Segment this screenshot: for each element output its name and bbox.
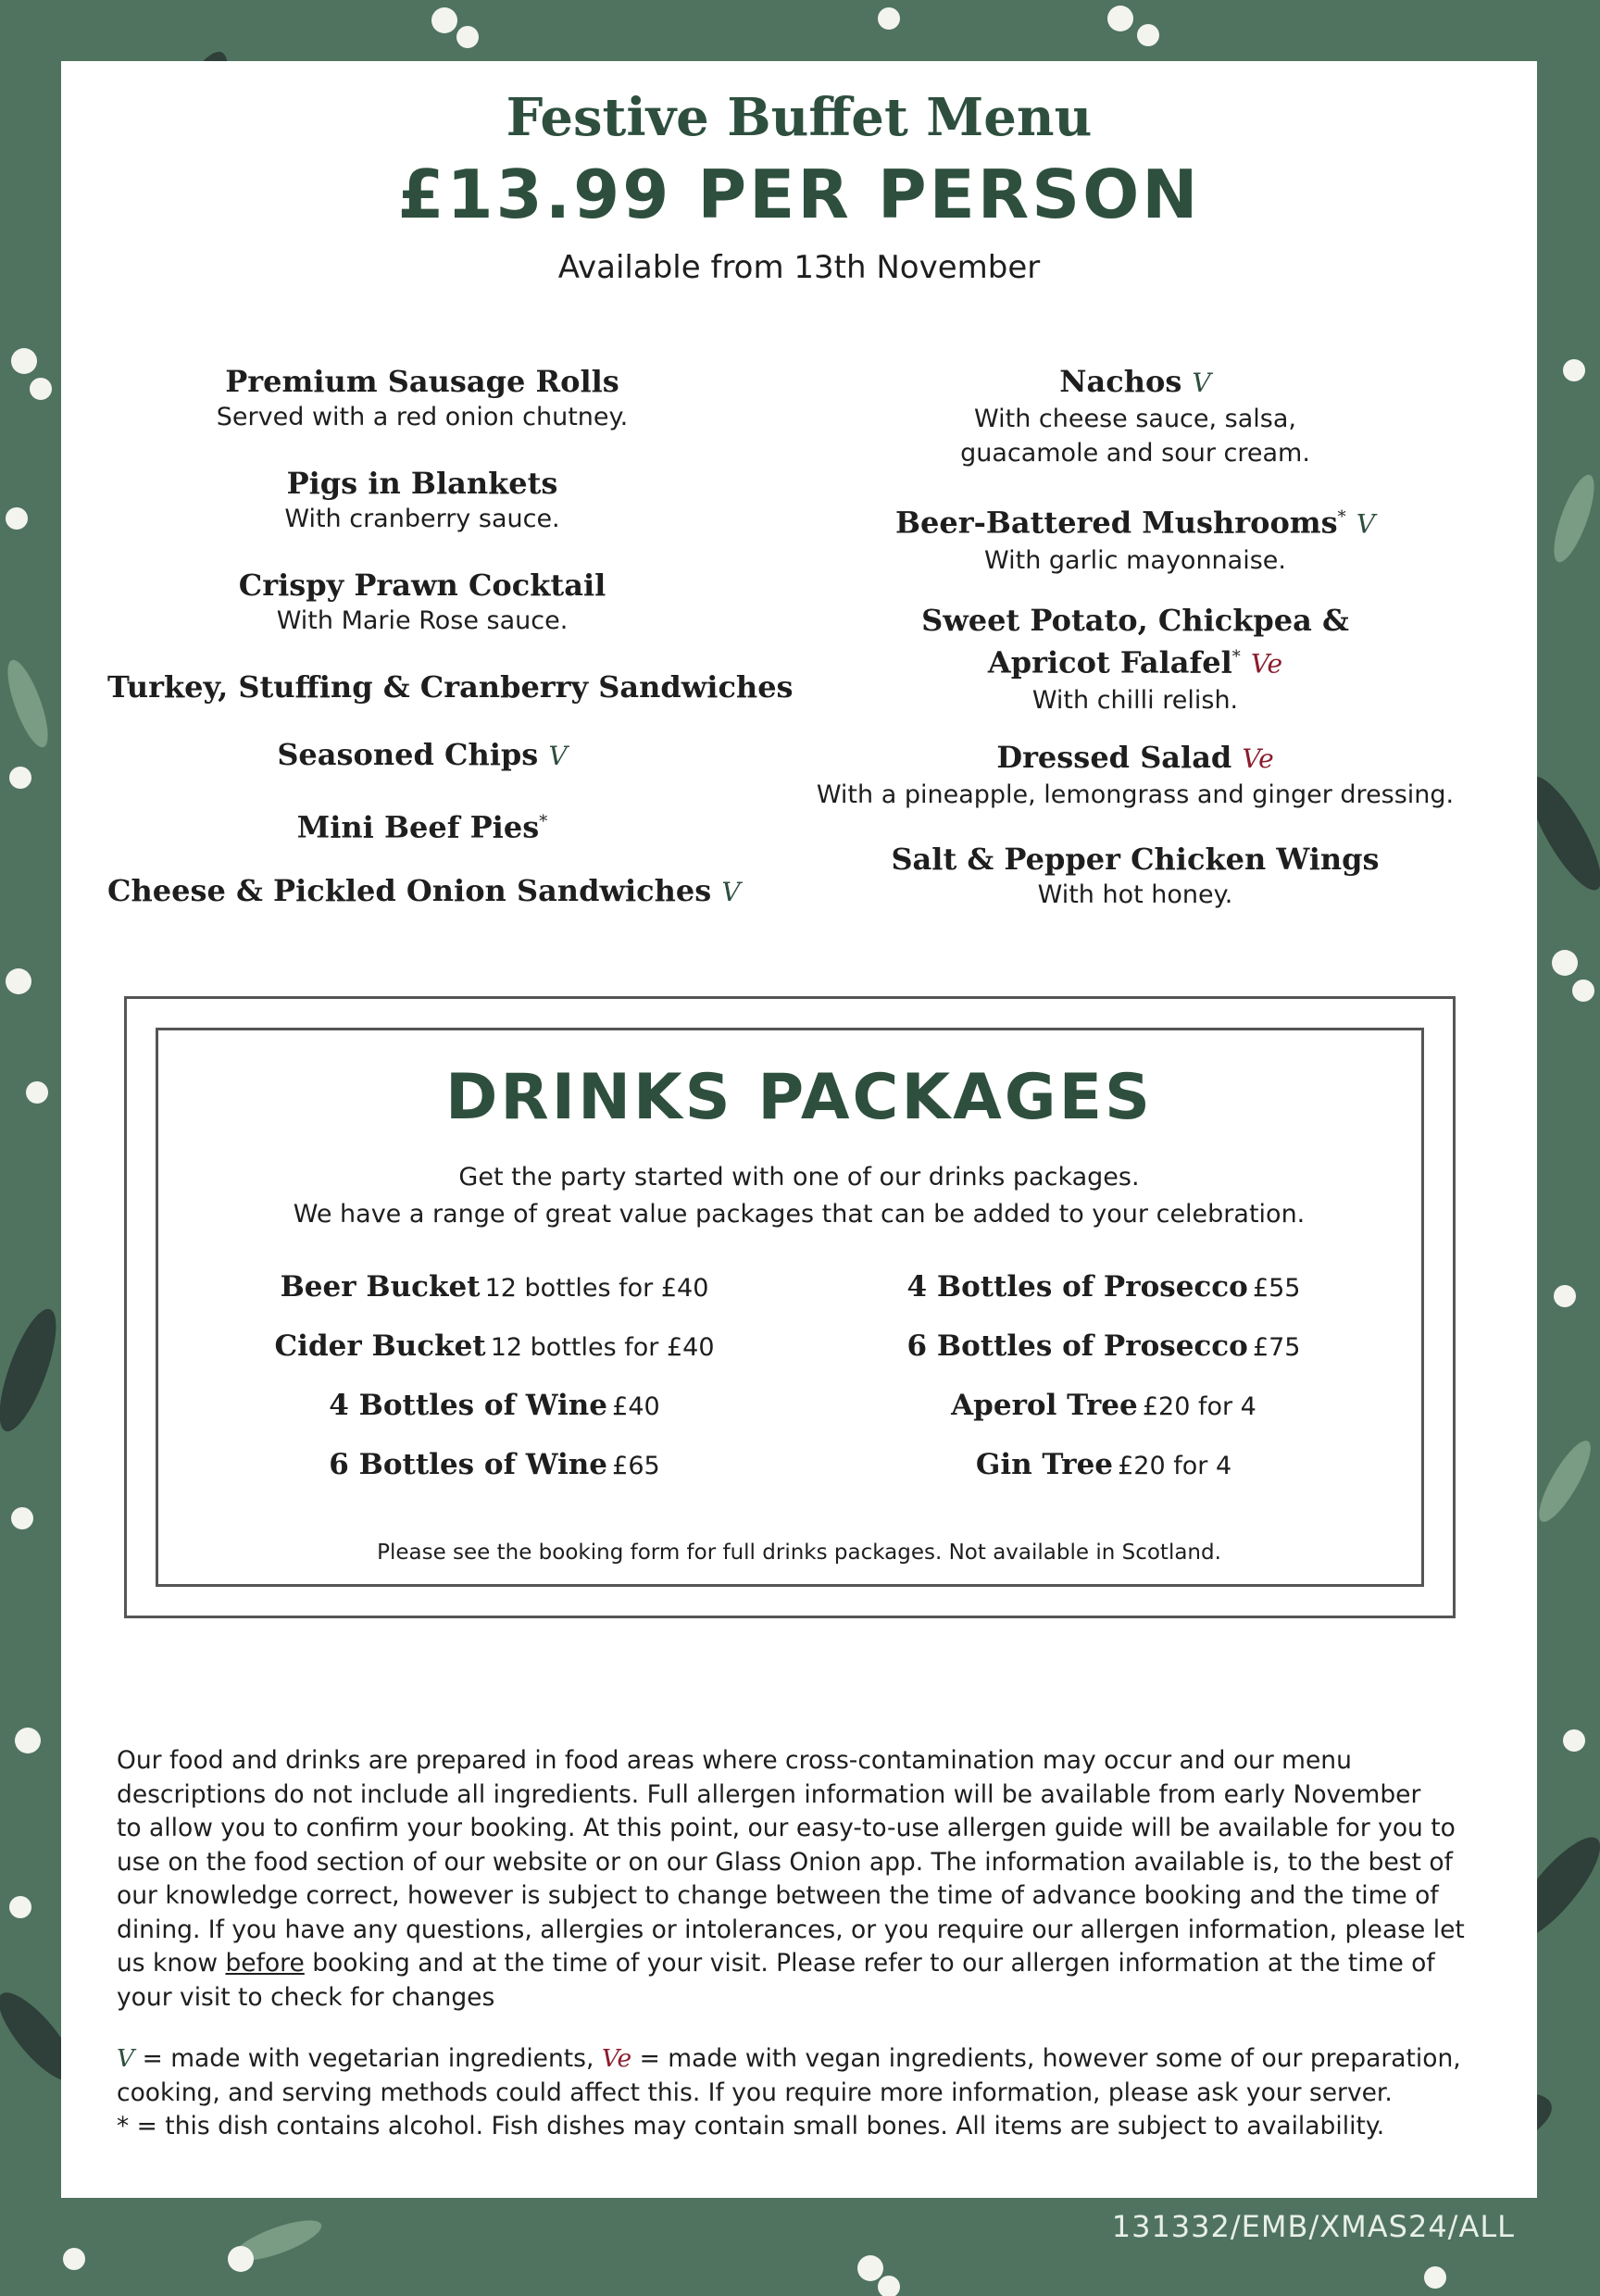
allergen-line: our knowledge correct, however is subject to change between the time of advance booking and the time of (117, 1881, 1439, 1910)
package-detail: 12 bottles for £40 (484, 1274, 709, 1303)
drinks-package (780, 1329, 1428, 1363)
menu-item (783, 739, 1487, 812)
package-name: 4 Bottles of Prosecco (906, 1270, 1248, 1304)
dietary-key (117, 2042, 1506, 2144)
drinks-title: DRINKS PACKAGES (444, 1061, 1154, 1134)
item-name: Nachos (1059, 364, 1182, 399)
allergen-text: booking and at the time of your visit. Please refer to our allergen information at the time of (304, 1949, 1435, 1978)
item-name: Beer-Battered Mushrooms (894, 505, 1338, 541)
menu-title: Festive Buffet Menu (506, 87, 1093, 148)
allergen-line (117, 1947, 1506, 1981)
item-name: Crispy Prawn Cocktail (238, 568, 606, 603)
package-name: 6 Bottles of Wine (329, 1448, 608, 1481)
drinks-left-column (170, 1270, 819, 1511)
availability-text: Available from 13th November (557, 249, 1041, 286)
item-name: Seasoned Chips (277, 737, 539, 772)
vegan-tag: Ve (1250, 648, 1283, 680)
key-line: * = this dish contains alcohol. Fish dishes may contain small bones. All items are subject to availability. (117, 2112, 1385, 2140)
package-name: Cider Bucket (274, 1329, 486, 1363)
item-name: Mini Beef Pies (296, 809, 540, 845)
allergen-line: to allow you to confirm your booking. At this point, our easy-to-use allergen guide will be available for you to (117, 1814, 1456, 1842)
item-desc: With a pineapple, lemongrass and ginger dressing. (816, 780, 1455, 809)
package-name: 4 Bottles of Wine (329, 1389, 608, 1422)
item-name: Dressed Salad (996, 740, 1232, 775)
menu-right-column (783, 363, 1487, 992)
vegan-symbol: Ve (601, 2044, 632, 2073)
vegetarian-tag: V (1192, 368, 1211, 398)
drinks-package (170, 1270, 819, 1304)
allergen-line: your visit to check for changes (117, 1982, 495, 2012)
price-per-person: £13.99 PER PERSON (397, 156, 1201, 233)
vegetarian-symbol: V (117, 2044, 135, 2073)
drinks-package (170, 1389, 819, 1422)
menu-card (61, 61, 1537, 2198)
menu-item (783, 602, 1487, 718)
allergen-text: us know (117, 1949, 226, 1978)
menu-item (783, 841, 1487, 912)
drinks-package (170, 1329, 819, 1363)
menu-item (107, 668, 794, 705)
item-name: Pigs in Blankets (286, 466, 558, 501)
item-name: Cheese & Pickled Onion Sandwiches (107, 873, 712, 908)
key-text: = made with vegan ingredients, however some of our preparation, (631, 2044, 1461, 2073)
menu-item (107, 465, 737, 536)
menu-item (107, 363, 737, 434)
alcohol-marker: * (539, 812, 548, 831)
key-text: = made with vegetarian ingredients, (134, 2044, 602, 2073)
item-name: Apricot Falafel (987, 644, 1232, 680)
drinks-intro-line: We have a range of great value packages that can be added to your celebration. (293, 1200, 1306, 1229)
vegetarian-tag: V (548, 741, 568, 771)
package-detail: £65 (612, 1452, 660, 1480)
item-name: Salt & Pepper Chicken Wings (891, 842, 1380, 877)
item-desc: With hot honey. (1037, 880, 1233, 909)
item-desc: Served with a red onion chutney. (216, 403, 629, 431)
key-line (117, 2042, 1506, 2077)
allergen-underline: before (225, 1949, 305, 1978)
package-name: 6 Bottles of Prosecco (906, 1329, 1248, 1363)
item-desc: With Marie Rose sauce. (276, 606, 569, 635)
allergen-line: use on the food section of our website or on our Glass Onion app. The information available is, to the best of (117, 1847, 1453, 1877)
item-desc: With chilli relish. (1031, 685, 1239, 715)
drinks-intro-line: Get the party started with one of our drinks packages. (458, 1163, 1140, 1192)
package-detail: £55 (1252, 1274, 1301, 1303)
package-detail: £40 (612, 1392, 660, 1421)
menu-left-column (107, 363, 794, 992)
drinks-package (170, 1448, 819, 1481)
menu-item (107, 872, 741, 911)
menu-item (107, 567, 737, 638)
allergen-information (117, 1744, 1506, 2015)
vegetarian-tag: V (1356, 508, 1376, 540)
allergen-line: descriptions do not include all ingredients. Full allergen information will be available from early November (117, 1779, 1421, 1809)
package-detail: £75 (1252, 1333, 1301, 1362)
menu-item (107, 736, 737, 775)
drinks-package (780, 1389, 1428, 1422)
package-name: Beer Bucket (280, 1270, 481, 1304)
footer-code: 131332/EMB/XMAS24/ALL (1111, 2209, 1515, 2244)
menu-item (783, 363, 1487, 470)
item-desc: With garlic mayonnaise. (984, 545, 1286, 575)
drinks-package (780, 1448, 1428, 1481)
key-line: cooking, and serving methods could affect this. If you require more information, please ask your server. (117, 2078, 1393, 2107)
package-detail: £20 for 4 (1142, 1392, 1256, 1421)
package-name: Aperol Tree (951, 1389, 1138, 1422)
item-desc: guacamole and sour cream. (960, 439, 1310, 468)
package-detail: £20 for 4 (1118, 1452, 1232, 1480)
item-desc: With cranberry sauce. (284, 505, 560, 533)
item-desc: With cheese sauce, salsa, (974, 405, 1296, 433)
menu-item (783, 499, 1487, 578)
alcohol-marker: * (1337, 507, 1346, 527)
vegan-tag: Ve (1242, 743, 1274, 774)
drinks-note: Please see the booking form for full drinks packages. Not available in Scotland. (377, 1541, 1221, 1565)
package-name: Gin Tree (975, 1448, 1114, 1481)
drinks-intro (61, 1159, 1537, 1233)
drinks-right-column (780, 1270, 1428, 1511)
allergen-line: Our food and drinks are prepared in food areas where cross-contamination may occur and our menu (117, 1746, 1352, 1775)
menu-item (107, 804, 737, 846)
item-name: Premium Sausage Rolls (225, 364, 619, 399)
item-name: Sweet Potato, Chickpea & (921, 603, 1349, 638)
drinks-package (780, 1270, 1428, 1304)
allergen-line: dining. If you have any questions, allergies or intolerances, or you require our allergen information, please let (117, 1915, 1465, 1944)
alcohol-marker: * (1231, 647, 1241, 667)
vegetarian-tag: V (721, 877, 741, 907)
package-detail: 12 bottles for £40 (490, 1333, 715, 1362)
item-name: Turkey, Stuffing & Cranberry Sandwiches (107, 669, 794, 705)
